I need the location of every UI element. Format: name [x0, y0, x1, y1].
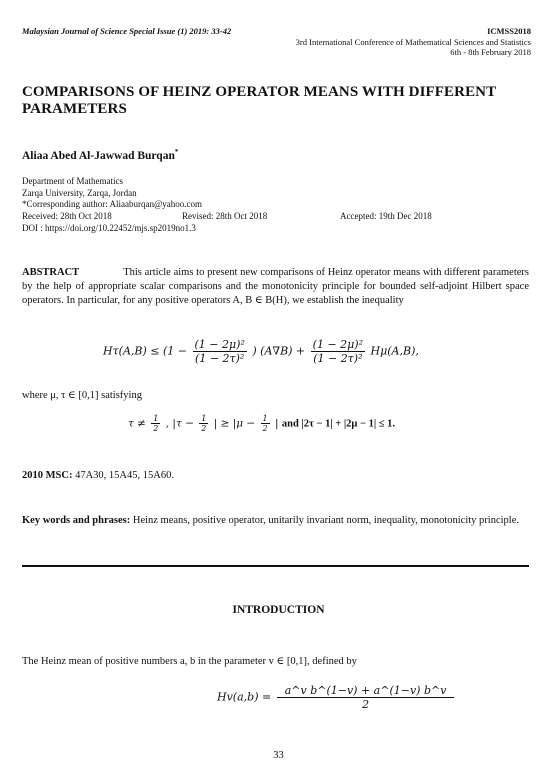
paper-title: COMPARISONS OF HEINZ OPERATOR MEANS WITH DIFFERENT PARAMETERS: [22, 84, 496, 117]
conference-dates: 6th - 8th February 2018: [450, 47, 531, 57]
conference-name: 3rd International Conference of Mathematical Sciences and Statistics: [295, 36, 531, 47]
half3-den: 2: [262, 424, 268, 433]
eq1-f1-num: (1 − 2μ)²: [194, 338, 245, 351]
heinz-mean-formula: [217, 684, 456, 711]
half1-den: 2: [153, 424, 159, 433]
main-inequality: [103, 338, 419, 365]
half2-den: 2: [201, 424, 207, 433]
eq1-f2-den: (1 − 2τ)²: [313, 352, 363, 365]
page-number: 33: [273, 750, 284, 761]
revised-date: Revised: 28th Oct 2018: [182, 211, 268, 221]
eq3-lhs: Hv(a,b) =: [217, 690, 272, 704]
cond-half-3: [261, 414, 270, 433]
abstract: [22, 266, 529, 308]
eq1-rhs: Hμ(A,B),: [370, 344, 419, 358]
eq3-num: a^v b^(1−v) + a^(1−v) b^v: [277, 684, 455, 698]
eq3-den: 2: [362, 698, 370, 711]
conference-code: ICMSS2018: [487, 26, 531, 36]
conference-info: [296, 26, 531, 58]
msc-label: 2010 MSC:: [22, 470, 73, 481]
accepted-date: Accepted: 19th Dec 2018: [340, 211, 432, 221]
eq1-lhs: Hτ(A,B) ≤ (1 −: [103, 344, 187, 358]
eq1-fraction-2: [311, 338, 365, 365]
eq3-fraction: [277, 684, 455, 711]
received-date: Received: 28th Oct 2018: [22, 211, 112, 221]
corresponding-author: *Corresponding author: Aliaaburqan@yahoo.com: [22, 199, 202, 209]
half3-num: 1: [262, 414, 268, 423]
cond-part2: , |τ −: [165, 417, 194, 430]
cond-half-2: [199, 414, 208, 433]
eq1-f2-num: (1 − 2μ)²: [312, 338, 364, 351]
doi-link[interactable]: DOI : https://doi.org/10.22452/mjs.sp2019no1.3: [22, 223, 196, 233]
author: [22, 148, 178, 162]
where-clause: where μ, τ ∈ [0,1] satisfying: [22, 390, 142, 401]
condition: [128, 414, 395, 433]
msc-codes: 47A30, 15A45, 15A60.: [75, 470, 174, 481]
eq1-mid: ) (A∇B) +: [252, 344, 306, 358]
eq1-f1-den: (1 − 2τ)²: [195, 352, 245, 365]
keywords-text: Heinz means, positive operator, unitarily invariant norm, inequality, monotonicity principle.: [132, 515, 519, 526]
author-mark: *: [174, 148, 179, 156]
cond-part3: | ≥ |μ −: [213, 417, 256, 430]
department: Department of Mathematics: [22, 176, 123, 186]
keywords: [22, 514, 529, 528]
abstract-text: This article aims to present new comparisons of Heinz operator means with different parameters by the help of appropriate scalar comparisons and the monotonicity principle for bounded self-adjoint Hilbert space operators. In particular, for any positive operators A, B ∈ B(H), we establish the inequality: [22, 267, 529, 306]
section-divider: [22, 565, 529, 567]
keywords-label: Key words and phrases:: [22, 515, 131, 526]
eq1-fraction-1: [193, 338, 247, 365]
author-name: Aliaa Abed Al-Jawwad Burqan: [22, 149, 175, 162]
cond-part4: |: [274, 417, 279, 430]
introduction-heading: INTRODUCTION: [232, 604, 325, 616]
msc-line: [22, 470, 174, 481]
university: Zarqa University, Zarqa, Jordan: [22, 187, 137, 198]
cond-half-1: [151, 414, 160, 433]
cond-and: and |2τ − 1| + |2μ − 1| ≤ 1.: [281, 418, 396, 430]
half1-num: 1: [153, 414, 159, 423]
cond-part1: τ ≠: [128, 417, 146, 430]
affiliation: [22, 176, 202, 211]
journal-citation: Malaysian Journal of Science Special Issue (1) 2019: 33-42: [22, 26, 232, 36]
half2-num: 1: [201, 414, 207, 423]
heinz-definition-text: The Heinz mean of positive numbers a, b in the parameter v ∈ [0,1], defined by: [22, 656, 357, 667]
abstract-label: ABSTRACT: [22, 267, 80, 278]
